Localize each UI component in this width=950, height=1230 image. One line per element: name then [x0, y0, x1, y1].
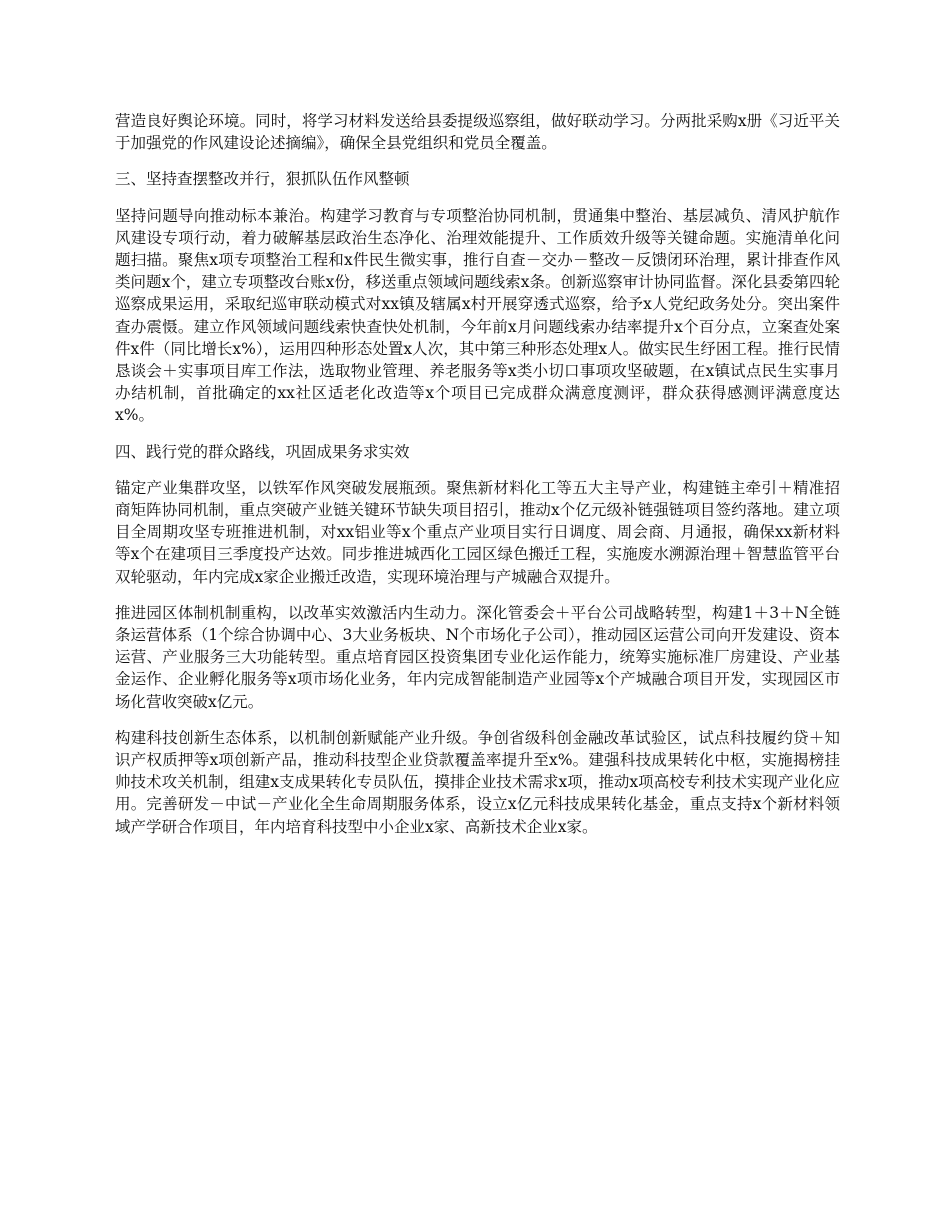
paragraph-tech-innovation: 构建科技创新生态体系，以机制创新赋能产业升级。争创省级科创金融改革试验区，试点科技履约贷＋知识产权质押等x项创新产品，推动科技型企业贷款覆盖率提升至x%。建强科技成果转化中枢，实施揭榜挂帅技术攻关机制，组建x支成果转化专员队伍，摸排企业技术需求x项，推动x项高校专利技术实现产业化应用。完善研发－中试－产业化全生命周期服务体系，设立x亿元科技成果转化基金，重点支持x个新材料领域产学研合作项目，年内培育科技型中小企业x家、高新技术企业x家。: [115, 728, 840, 836]
section-heading-3: 三、坚持查摆整改并行，狠抓队伍作风整顿: [115, 170, 410, 189]
document-body: [115, 110, 840, 852]
section-heading-4: 四、践行党的群众路线，巩固成果务求实效: [115, 442, 410, 461]
paragraph-problem-oriented: 坚持问题导向推动标本兼治。构建学习教育与专项整治协同机制，贯通集中整治、基层减负、清风护航作风建设专项行动，着力破解基层政治生态净化、治理效能提升、工作质效升级等关键命题。实施清单化问题扫描。聚焦x项专项整治工程和x件民生微实事，推行自查－交办－整改－反馈闭环治理，累计排查作风类问题x个，建立专项整改台账x份，移送重点领域问题线索x条。创新巡察审计协同监督。深化县委第四轮巡察成果运用，采取纪巡审联动模式对xx镇及辖属x村开展穿透式巡察，给予x人党纪政务处分。突出案件查办震慑。建立作风领域问题线索快查快处机制，今年前x月问题线索办结率提升x个百分点，立案查处案件x件（同比增长x%），运用四种形态处置x人次，其中第三种形态处理x人。做实民生纾困工程。推行民情恳谈会＋实事项目库工作法，选取物业管理、养老服务等x类小切口事项攻坚破题，在x镇试点民生实事月办结机制，首批确定的xx社区适老化改造等x个项目已完成群众满意度测评，群众获得感测评满意度达x%。: [115, 206, 840, 425]
paragraph-park-reform: 推进园区体制机制重构，以改革实效激活内生动力。深化管委会＋平台公司战略转型，构建1＋3＋N全链条运营体系（1个综合协调中心、3大业务板块、N个市场化子公司），推动园区运营公司向开发建设、资本运营、产业服务三大功能转型。重点培育园区投资集团专业化运作能力，统筹实施标准厂房建设、产业基金运作、企业孵化服务等x项市场化业务，年内完成智能制造产业园等x个产城融合项目开发，实现园区市场化营收突破x亿元。: [115, 603, 840, 711]
paragraph-public-opinion: 营造良好舆论环境。同时，将学习材料发送给县委提级巡察组，做好联动学习。分两批采购x册《习近平关于加强党的作风建设论述摘编》，确保全县党组织和党员全覆盖。: [115, 112, 840, 153]
paragraph-industry-cluster: 锚定产业集群攻坚，以铁军作风突破发展瓶颈。聚焦新材料化工等五大主导产业，构建链主牵引＋精准招商矩阵协同机制，重点突破产业链关键环节缺失项目招引，推动x个亿元级补链强链项目签约落地。建立项目全周期攻坚专班推进机制，对xx铝业等x个重点产业项目实行日调度、周会商、月通报，确保xx新材料等x个在建项目三季度投产达效。同步推进城西化工园区绿色搬迁工程，实施废水溯源治理＋智慧监管平台双轮驱动，年内完成x家企业搬迁改造，实现环境治理与产城融合双提升。: [115, 478, 840, 586]
